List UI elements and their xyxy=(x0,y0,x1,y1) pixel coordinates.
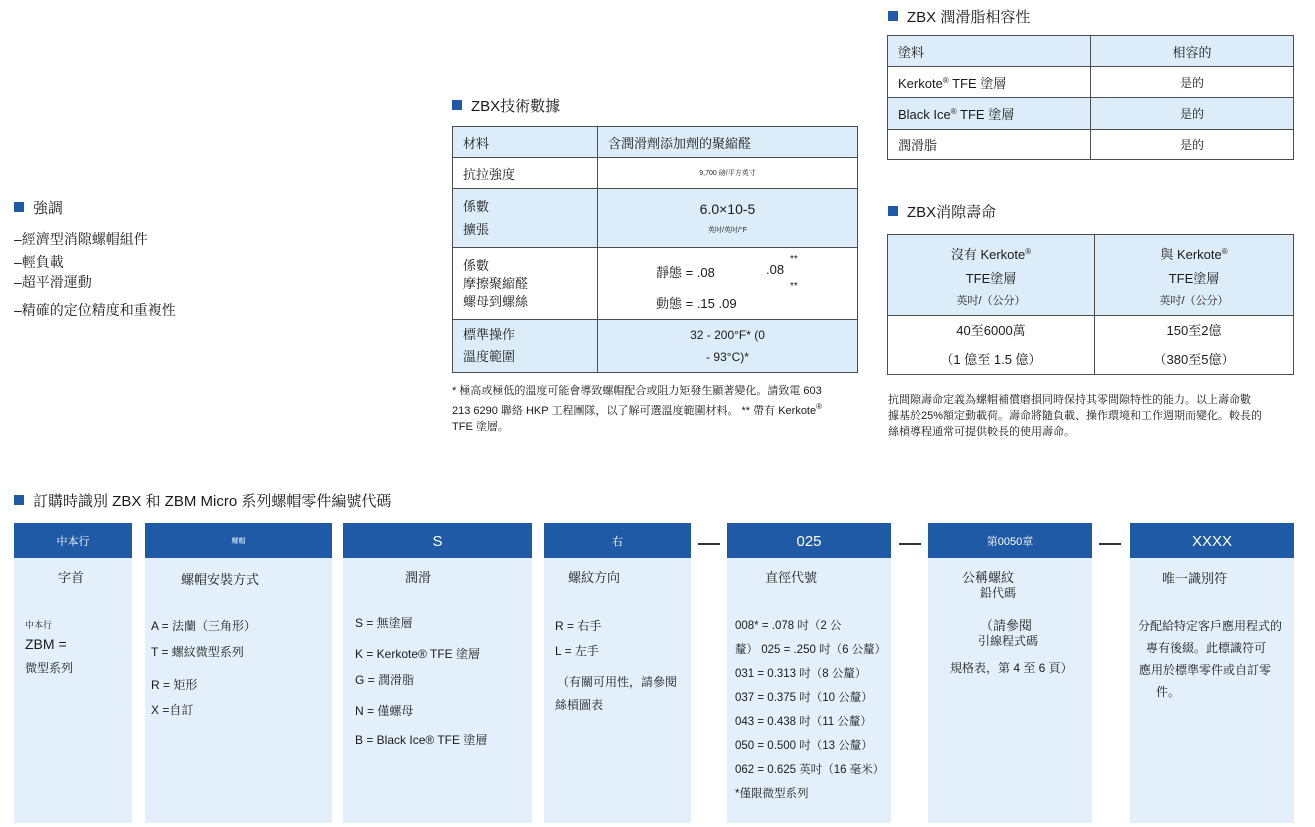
lube-coating-suffix: TFE 塗層 xyxy=(948,75,1007,91)
life-value-line: （1 億至 1.5 億） xyxy=(940,352,1042,367)
temp-value-line: - 93°C)* xyxy=(706,350,749,364)
lube-col-compatible: 相容的 xyxy=(1091,36,1294,67)
lube-heading-text: ZBX 潤滑脂相容性 xyxy=(907,9,1031,26)
mount-option: R = 矩形 xyxy=(151,678,198,692)
thread-note: （有關可用性，請參閱 xyxy=(557,675,678,689)
life-value-without xyxy=(888,316,1095,375)
life-value-line: （380至5億） xyxy=(1153,352,1235,367)
diameter-option: 釐） 025 = .250 吋（6 公釐） xyxy=(735,644,887,656)
highlights-heading xyxy=(14,197,63,218)
material-value: 含潤滑劑添加劑的聚縮醛 xyxy=(598,127,858,158)
code-dash xyxy=(1099,543,1121,545)
diameter-option: 043 = 0.438 吋（11 公釐） xyxy=(735,716,872,728)
code-bar-prefix: 中本行 xyxy=(14,523,132,558)
registered-mark: ® xyxy=(1221,246,1228,256)
expansion-label xyxy=(453,189,598,248)
code-bar-unique: XXXX xyxy=(1130,523,1294,558)
prefix-line: ZBM = xyxy=(25,636,67,652)
temp-value-line: 32 - 200°F* (0 xyxy=(690,328,765,342)
highlight-item: –經濟型消隙螺帽組件 xyxy=(14,231,148,247)
expansion-value: 6.0×10-5 xyxy=(699,201,756,217)
lube-row-name xyxy=(888,67,1091,98)
friction-stars: ** xyxy=(790,281,798,292)
friction-cell xyxy=(598,248,858,320)
diameter-option: 031 = 0.313 吋（8 公釐） xyxy=(735,668,867,680)
panel-title: 鉛代碼 xyxy=(980,586,1017,600)
life-table xyxy=(887,234,1294,375)
note-line: * 極高或極低的溫度可能會導致螺帽配合或阻力矩發生顯著變化。請致電 603 xyxy=(452,385,822,397)
expansion-label-line: 擴張 xyxy=(463,222,490,237)
diameter-option: 037 = 0.375 吋（10 公釐） xyxy=(735,692,873,704)
mount-option: X =自訂 xyxy=(151,703,194,717)
unique-panel xyxy=(1130,558,1294,823)
registered-mark: ® xyxy=(816,402,823,411)
unique-note: 件。 xyxy=(1156,685,1181,699)
temp-label-line: 標準操作 xyxy=(463,327,516,342)
unique-note: 分配給特定客戶應用程式的 xyxy=(1138,619,1283,633)
life-header-text: TFE塗層 xyxy=(1168,270,1220,286)
tech-data-heading-text: ZBX技術數據 xyxy=(471,98,561,115)
panel-title: 字首 xyxy=(58,570,85,585)
friction-label-line: 螺母到螺絲 xyxy=(463,293,529,309)
note-line: 抗間隙壽命定義為螺帽補償磨損同時保持其零間隙特性的能力。以上壽命數 xyxy=(888,394,1251,406)
registered-mark: ® xyxy=(950,107,957,116)
tensile-value: 9,700 磅/平方英寸 xyxy=(598,158,858,189)
code-dash xyxy=(698,543,720,545)
prefix-line: 微型系列 xyxy=(25,661,74,675)
square-bullet-icon xyxy=(452,100,462,110)
friction-static-coated: .08 xyxy=(766,262,785,277)
diameter-option: 050 = 0.500 吋（13 公釐） xyxy=(735,740,873,752)
panel-title: 唯一識別符 xyxy=(1162,571,1228,586)
diameter-note: *僅限微型系列 xyxy=(735,788,809,800)
lube-option: N = 僅螺母 xyxy=(355,704,414,718)
thread-option: R = 右手 xyxy=(555,619,602,633)
lead-panel xyxy=(928,558,1092,823)
temp-label-line: 溫度範圍 xyxy=(463,349,516,364)
code-bar-thread: 右 xyxy=(544,523,691,558)
life-heading xyxy=(888,201,996,222)
life-heading-text: ZBX消隙壽命 xyxy=(907,204,997,221)
highlight-item: –輕負載 xyxy=(14,254,64,270)
lead-note: （請參閱 xyxy=(980,618,1033,633)
friction-static: 靜態 = .08 xyxy=(656,265,715,280)
panel-title: 螺帽安裝方式 xyxy=(181,572,260,587)
expansion-cell xyxy=(598,189,858,248)
diameter-panel xyxy=(727,558,891,823)
prefix-small-label: 中本行 xyxy=(25,620,53,630)
friction-label-line: 係數 xyxy=(463,257,490,273)
panel-title: 直徑代號 xyxy=(765,570,818,585)
lead-note: 引線程式碼 xyxy=(978,634,1039,648)
note-line: TFE 塗層。 xyxy=(452,421,509,433)
highlight-item: –超平滑運動 xyxy=(14,274,92,290)
tech-data-heading xyxy=(452,95,560,116)
lube-row-value: 是的 xyxy=(1091,98,1294,130)
panel-title: 公稱螺紋 xyxy=(962,570,1015,585)
lube-row-value: 是的 xyxy=(1091,130,1294,160)
unique-note: 應用於標準零件或自訂零 xyxy=(1139,663,1272,677)
lube-col-coating: 塗料 xyxy=(888,36,1091,67)
lube-table xyxy=(887,35,1294,160)
lube-coating-name: Black Ice xyxy=(898,107,951,122)
unique-note: 專有後綴。此標識符可 xyxy=(1146,641,1267,655)
mount-panel xyxy=(145,558,332,823)
material-label: 材料 xyxy=(453,127,598,158)
life-header-text: 與 Kerkote xyxy=(1160,246,1222,262)
lube-coating-name: Kerkote xyxy=(898,75,943,91)
prefix-panel xyxy=(14,558,132,823)
code-bar-lube: S xyxy=(343,523,532,558)
highlights-heading-text: 強調 xyxy=(33,200,64,217)
lube-panel xyxy=(343,558,532,823)
square-bullet-icon xyxy=(14,202,24,212)
life-header-text: 沒有 Kerkote xyxy=(950,246,1026,262)
note-line: 據基於25%額定動載荷。壽命將隨負載、操作環境和工作週期而變化。較長的 xyxy=(888,410,1263,422)
panel-title: 潤滑 xyxy=(405,570,432,585)
code-bar-diameter: 025 xyxy=(727,523,891,558)
thread-option: L = 左手 xyxy=(555,644,599,658)
lube-row-name: 潤滑脂 xyxy=(888,130,1091,160)
lube-option: B = Black Ice® TFE 塗層 xyxy=(355,733,488,747)
lube-option: S = 無塗層 xyxy=(355,616,413,630)
life-header-text: TFE塗層 xyxy=(965,270,1017,286)
lube-option: G = 潤滑脂 xyxy=(355,673,415,687)
registered-mark: ® xyxy=(1025,246,1032,256)
registered-mark: ® xyxy=(942,75,949,85)
ordering-heading xyxy=(14,490,391,511)
temp-value xyxy=(598,320,858,373)
ordering-heading-text: 訂購時識別 ZBX 和 ZBM Micro 系列螺帽零件編號代碼 xyxy=(33,493,392,510)
square-bullet-icon xyxy=(888,206,898,216)
life-header-with xyxy=(1095,235,1294,316)
tech-data-table xyxy=(452,126,858,373)
lube-option: K = Kerkote® TFE 塗層 xyxy=(355,647,480,661)
tensile-label: 抗拉強度 xyxy=(453,158,598,189)
mount-option: T = 螺紋微型系列 xyxy=(151,645,244,659)
life-note xyxy=(888,392,1298,440)
lube-heading xyxy=(888,6,1030,27)
friction-label xyxy=(453,248,598,320)
life-unit: 英吋/（公分） xyxy=(1159,294,1229,307)
lube-coating-suffix: TFE 塗層 xyxy=(956,107,1015,122)
friction-stars: ** xyxy=(790,254,798,265)
lube-row-name xyxy=(888,98,1091,130)
lube-row-value: 是的 xyxy=(1091,67,1294,98)
life-value-line: 40至6000萬 xyxy=(956,323,1026,338)
expansion-unit: 英吋/英吋/°F xyxy=(708,227,747,234)
code-bar-lead: 第0050章 xyxy=(928,523,1092,558)
note-line: 絲槓導程通常可提供較長的使用壽命。 xyxy=(888,426,1075,438)
temp-label xyxy=(453,320,598,373)
thread-note: 絲槓圖表 xyxy=(555,698,604,712)
highlight-item: –精確的定位精度和重複性 xyxy=(14,302,176,318)
note-line: 213 6290 聯絡 HKP 工程團隊，以了解可選溫度範圍材料。 ** 帶有 Kerkote xyxy=(452,405,817,417)
mount-option: A = 法蘭（三角形） xyxy=(151,619,257,633)
tech-data-note xyxy=(452,383,852,435)
square-bullet-icon xyxy=(14,495,24,505)
expansion-label-line: 係數 xyxy=(463,199,490,214)
life-value-with xyxy=(1095,316,1294,375)
friction-label-line: 摩擦聚縮醛 xyxy=(463,275,529,291)
thread-panel xyxy=(544,558,691,823)
life-unit: 英吋/（公分） xyxy=(956,294,1026,307)
life-header-without xyxy=(888,235,1095,316)
diameter-option: 008* = .078 吋（2 公 xyxy=(735,620,842,632)
panel-title: 螺紋方向 xyxy=(568,570,621,585)
diameter-option: 062 = 0.625 英吋（16 毫米） xyxy=(735,764,885,776)
life-value-line: 150至2億 xyxy=(1166,323,1222,338)
friction-dynamic: 動態 = .15 .09 xyxy=(656,296,737,311)
square-bullet-icon xyxy=(888,11,898,21)
lead-note: 規格表，第 4 至 6 頁） xyxy=(950,661,1073,675)
code-dash xyxy=(899,543,921,545)
code-bar-mount: 螺帽 xyxy=(145,523,332,558)
